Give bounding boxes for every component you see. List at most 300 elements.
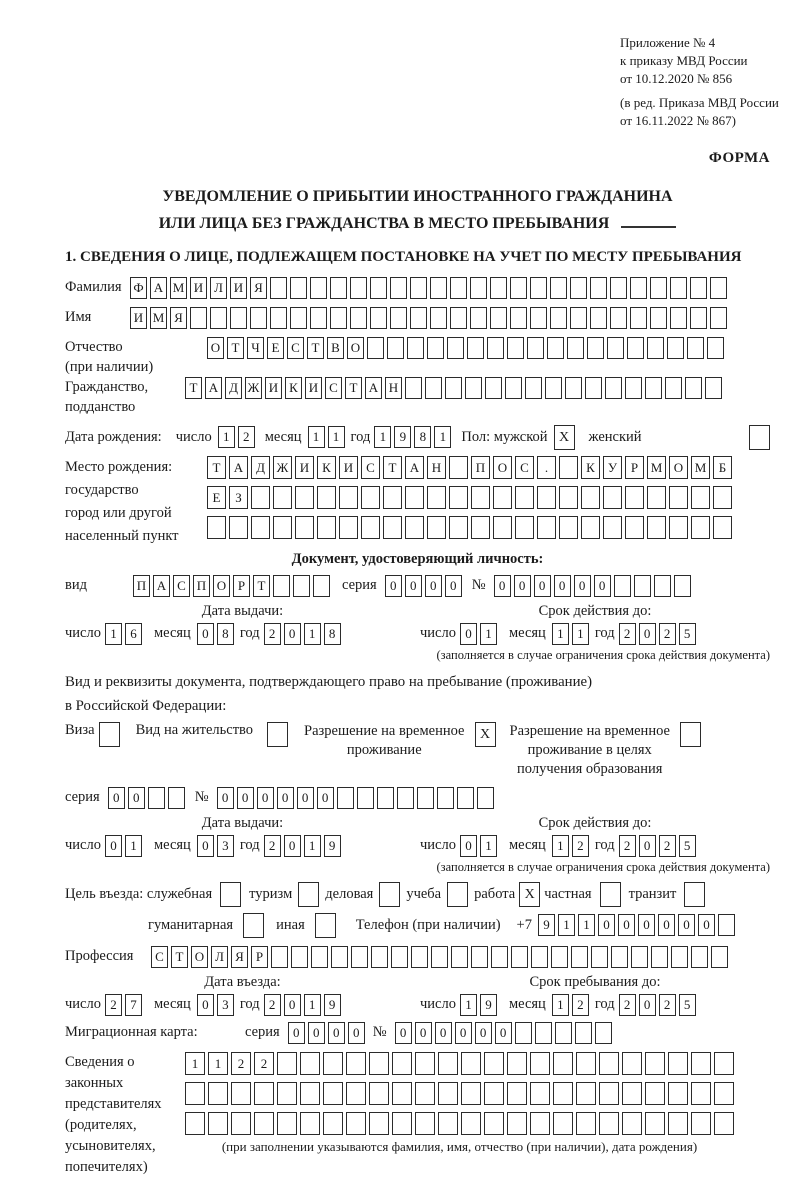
char-cell[interactable]: [397, 787, 414, 809]
char-cell[interactable]: [405, 377, 422, 399]
checkbox-temp-residence[interactable]: X: [475, 722, 496, 747]
char-cell[interactable]: [625, 516, 644, 539]
char-cell[interactable]: 0: [495, 1022, 512, 1044]
char-cell[interactable]: [254, 1082, 274, 1105]
char-cell[interactable]: [493, 516, 512, 539]
phone-cells[interactable]: [538, 914, 735, 936]
char-cell[interactable]: [231, 1082, 251, 1105]
char-cell[interactable]: [591, 946, 608, 968]
char-cell[interactable]: 1: [304, 994, 321, 1016]
char-cell[interactable]: 1: [552, 994, 569, 1016]
char-cell[interactable]: [250, 307, 267, 329]
char-cell[interactable]: [270, 277, 287, 299]
char-cell[interactable]: 0: [284, 994, 301, 1016]
char-cell[interactable]: [415, 1052, 435, 1075]
char-cell[interactable]: [367, 337, 384, 359]
char-cell[interactable]: [570, 277, 587, 299]
char-cell[interactable]: [634, 575, 651, 597]
char-cell[interactable]: [530, 1052, 550, 1075]
char-cell[interactable]: [208, 1082, 228, 1105]
char-cell[interactable]: [595, 1022, 612, 1044]
char-cell[interactable]: 0: [284, 835, 301, 857]
char-cell[interactable]: [350, 307, 367, 329]
char-cell[interactable]: 5: [679, 994, 696, 1016]
char-cell[interactable]: [392, 1052, 412, 1075]
char-cell[interactable]: Т: [307, 337, 324, 359]
char-cell[interactable]: [293, 575, 310, 597]
checkbox-visa[interactable]: [99, 722, 120, 747]
char-cell[interactable]: [668, 1052, 688, 1075]
char-cell[interactable]: [471, 486, 490, 509]
char-cell[interactable]: [470, 307, 487, 329]
char-cell[interactable]: Д: [251, 456, 270, 479]
char-cell[interactable]: [669, 486, 688, 509]
char-cell[interactable]: Р: [625, 456, 644, 479]
char-cell[interactable]: [553, 1082, 573, 1105]
char-cell[interactable]: [330, 307, 347, 329]
char-cell[interactable]: 1: [552, 835, 569, 857]
checkbox-purpose-other[interactable]: [315, 913, 336, 938]
char-cell[interactable]: [670, 307, 687, 329]
char-cell[interactable]: Т: [345, 377, 362, 399]
char-cell[interactable]: [490, 307, 507, 329]
char-cell[interactable]: К: [581, 456, 600, 479]
char-cell[interactable]: Р: [251, 946, 268, 968]
char-cell[interactable]: 2: [572, 835, 589, 857]
char-cell[interactable]: 1: [125, 835, 142, 857]
patronymic-cells[interactable]: [207, 337, 724, 359]
char-cell[interactable]: 0: [415, 1022, 432, 1044]
char-cell[interactable]: 3: [217, 994, 234, 1016]
char-cell[interactable]: [437, 787, 454, 809]
char-cell[interactable]: 5: [679, 835, 696, 857]
char-cell[interactable]: Б: [713, 456, 732, 479]
char-cell[interactable]: [587, 337, 604, 359]
char-cell[interactable]: Т: [185, 377, 202, 399]
char-cell[interactable]: [665, 377, 682, 399]
char-cell[interactable]: [438, 1052, 458, 1075]
char-cell[interactable]: [487, 337, 504, 359]
char-cell[interactable]: [647, 516, 666, 539]
stay-day-cells[interactable]: [460, 994, 497, 1016]
char-cell[interactable]: [310, 307, 327, 329]
char-cell[interactable]: [603, 486, 622, 509]
char-cell[interactable]: [575, 1022, 592, 1044]
char-cell[interactable]: Р: [233, 575, 250, 597]
char-cell[interactable]: [559, 456, 578, 479]
checkbox-purpose-transit[interactable]: [684, 882, 705, 907]
char-cell[interactable]: [207, 516, 226, 539]
char-cell[interactable]: [625, 377, 642, 399]
char-cell[interactable]: 0: [638, 914, 655, 936]
valid-day-cells[interactable]: [460, 623, 497, 645]
char-cell[interactable]: [668, 1082, 688, 1105]
char-cell[interactable]: [710, 277, 727, 299]
char-cell[interactable]: А: [405, 456, 424, 479]
char-cell[interactable]: 0: [197, 623, 214, 645]
char-cell[interactable]: 0: [514, 575, 531, 597]
char-cell[interactable]: 1: [480, 623, 497, 645]
char-cell[interactable]: [295, 516, 314, 539]
char-cell[interactable]: [611, 946, 628, 968]
char-cell[interactable]: Е: [207, 486, 226, 509]
char-cell[interactable]: 2: [264, 835, 281, 857]
char-cell[interactable]: [277, 1112, 297, 1135]
char-cell[interactable]: [705, 377, 722, 399]
char-cell[interactable]: [273, 516, 292, 539]
char-cell[interactable]: [323, 1082, 343, 1105]
char-cell[interactable]: 8: [324, 623, 341, 645]
char-cell[interactable]: [148, 787, 165, 809]
char-cell[interactable]: [425, 377, 442, 399]
char-cell[interactable]: С: [151, 946, 168, 968]
char-cell[interactable]: [555, 1022, 572, 1044]
char-cell[interactable]: [527, 337, 544, 359]
char-cell[interactable]: 5: [679, 623, 696, 645]
char-cell[interactable]: 0: [435, 1022, 452, 1044]
char-cell[interactable]: [387, 337, 404, 359]
char-cell[interactable]: [310, 277, 327, 299]
char-cell[interactable]: [415, 1082, 435, 1105]
char-cell[interactable]: [645, 377, 662, 399]
entry-month-cells[interactable]: [197, 994, 234, 1016]
surname-cells[interactable]: [130, 277, 727, 299]
char-cell[interactable]: [493, 486, 512, 509]
checkbox-purpose-humanitarian[interactable]: [243, 913, 264, 938]
char-cell[interactable]: Я: [170, 307, 187, 329]
char-cell[interactable]: [687, 337, 704, 359]
char-cell[interactable]: [300, 1052, 320, 1075]
char-cell[interactable]: [337, 787, 354, 809]
char-cell[interactable]: 2: [619, 835, 636, 857]
char-cell[interactable]: [599, 1112, 619, 1135]
char-cell[interactable]: [445, 377, 462, 399]
stay-month-cells[interactable]: [552, 994, 589, 1016]
char-cell[interactable]: [251, 516, 270, 539]
char-cell[interactable]: 1: [460, 994, 477, 1016]
char-cell[interactable]: [630, 277, 647, 299]
char-cell[interactable]: [427, 486, 446, 509]
char-cell[interactable]: [461, 1052, 481, 1075]
char-cell[interactable]: [277, 1052, 297, 1075]
char-cell[interactable]: [674, 575, 691, 597]
char-cell[interactable]: [510, 277, 527, 299]
char-cell[interactable]: [317, 486, 336, 509]
char-cell[interactable]: [535, 1022, 552, 1044]
char-cell[interactable]: 2: [619, 994, 636, 1016]
char-cell[interactable]: [449, 516, 468, 539]
char-cell[interactable]: [576, 1112, 596, 1135]
char-cell[interactable]: 1: [304, 623, 321, 645]
char-cell[interactable]: [350, 277, 367, 299]
issue-year-cells[interactable]: [264, 623, 341, 645]
residence-issue-year-cells[interactable]: [264, 835, 341, 857]
char-cell[interactable]: С: [325, 377, 342, 399]
checkbox-male[interactable]: X: [554, 425, 575, 450]
char-cell[interactable]: [599, 1052, 619, 1075]
char-cell[interactable]: [410, 277, 427, 299]
char-cell[interactable]: 3: [217, 835, 234, 857]
birth-place-row3-cells[interactable]: [207, 516, 732, 539]
char-cell[interactable]: Ф: [130, 277, 147, 299]
char-cell[interactable]: [300, 1082, 320, 1105]
char-cell[interactable]: М: [691, 456, 710, 479]
char-cell[interactable]: 0: [658, 914, 675, 936]
representatives-row2-cells[interactable]: [185, 1082, 734, 1105]
char-cell[interactable]: [415, 1112, 435, 1135]
char-cell[interactable]: [330, 277, 347, 299]
char-cell[interactable]: [685, 377, 702, 399]
char-cell[interactable]: [346, 1112, 366, 1135]
char-cell[interactable]: С: [287, 337, 304, 359]
char-cell[interactable]: [515, 516, 534, 539]
char-cell[interactable]: [271, 946, 288, 968]
char-cell[interactable]: [210, 307, 227, 329]
char-cell[interactable]: 0: [460, 623, 477, 645]
char-cell[interactable]: 1: [578, 914, 595, 936]
char-cell[interactable]: .: [537, 456, 556, 479]
char-cell[interactable]: Л: [211, 946, 228, 968]
char-cell[interactable]: 1: [308, 426, 325, 448]
char-cell[interactable]: [576, 1082, 596, 1105]
char-cell[interactable]: [537, 516, 556, 539]
char-cell[interactable]: [507, 1112, 527, 1135]
char-cell[interactable]: [390, 277, 407, 299]
char-cell[interactable]: П: [133, 575, 150, 597]
char-cell[interactable]: О: [669, 456, 688, 479]
char-cell[interactable]: Ч: [247, 337, 264, 359]
char-cell[interactable]: 9: [538, 914, 555, 936]
char-cell[interactable]: [525, 377, 542, 399]
char-cell[interactable]: [718, 914, 735, 936]
char-cell[interactable]: А: [205, 377, 222, 399]
char-cell[interactable]: [300, 1112, 320, 1135]
birth-day-cells[interactable]: [218, 426, 255, 448]
char-cell[interactable]: 1: [374, 426, 391, 448]
char-cell[interactable]: [511, 946, 528, 968]
char-cell[interactable]: [654, 575, 671, 597]
char-cell[interactable]: А: [229, 456, 248, 479]
char-cell[interactable]: И: [295, 456, 314, 479]
char-cell[interactable]: 7: [125, 994, 142, 1016]
char-cell[interactable]: [370, 277, 387, 299]
profession-cells[interactable]: [151, 946, 728, 968]
issue-month-cells[interactable]: [197, 623, 234, 645]
char-cell[interactable]: [537, 486, 556, 509]
char-cell[interactable]: 1: [328, 426, 345, 448]
char-cell[interactable]: 1: [105, 623, 122, 645]
char-cell[interactable]: [185, 1082, 205, 1105]
char-cell[interactable]: [273, 486, 292, 509]
char-cell[interactable]: Д: [225, 377, 242, 399]
char-cell[interactable]: [625, 486, 644, 509]
residence-series-cells[interactable]: [108, 787, 185, 809]
char-cell[interactable]: Н: [427, 456, 446, 479]
char-cell[interactable]: 0: [395, 1022, 412, 1044]
char-cell[interactable]: Л: [210, 277, 227, 299]
char-cell[interactable]: 1: [185, 1052, 205, 1075]
char-cell[interactable]: [470, 277, 487, 299]
citizenship-cells[interactable]: [185, 377, 722, 399]
char-cell[interactable]: 8: [414, 426, 431, 448]
char-cell[interactable]: 0: [405, 575, 422, 597]
char-cell[interactable]: [291, 946, 308, 968]
char-cell[interactable]: П: [193, 575, 210, 597]
char-cell[interactable]: [631, 946, 648, 968]
birth-place-row1-cells[interactable]: [207, 456, 732, 479]
char-cell[interactable]: [651, 946, 668, 968]
char-cell[interactable]: О: [347, 337, 364, 359]
char-cell[interactable]: [323, 1112, 343, 1135]
char-cell[interactable]: [614, 575, 631, 597]
char-cell[interactable]: [691, 1082, 711, 1105]
char-cell[interactable]: М: [647, 456, 666, 479]
char-cell[interactable]: 0: [317, 787, 334, 809]
char-cell[interactable]: [515, 486, 534, 509]
valid-month-cells[interactable]: [552, 623, 589, 645]
char-cell[interactable]: [510, 307, 527, 329]
char-cell[interactable]: 2: [105, 994, 122, 1016]
char-cell[interactable]: [427, 516, 446, 539]
char-cell[interactable]: [231, 1112, 251, 1135]
char-cell[interactable]: И: [130, 307, 147, 329]
residence-valid-year-cells[interactable]: [619, 835, 696, 857]
char-cell[interactable]: 8: [217, 623, 234, 645]
issue-day-cells[interactable]: [105, 623, 142, 645]
checkbox-purpose-study[interactable]: [447, 882, 468, 907]
char-cell[interactable]: [369, 1082, 389, 1105]
char-cell[interactable]: [590, 307, 607, 329]
char-cell[interactable]: 1: [434, 426, 451, 448]
char-cell[interactable]: [622, 1082, 642, 1105]
char-cell[interactable]: М: [170, 277, 187, 299]
char-cell[interactable]: [410, 307, 427, 329]
char-cell[interactable]: [530, 277, 547, 299]
char-cell[interactable]: [669, 516, 688, 539]
char-cell[interactable]: [507, 337, 524, 359]
char-cell[interactable]: 1: [572, 623, 589, 645]
char-cell[interactable]: [467, 337, 484, 359]
char-cell[interactable]: [565, 377, 582, 399]
char-cell[interactable]: [567, 337, 584, 359]
char-cell[interactable]: [690, 307, 707, 329]
char-cell[interactable]: [690, 277, 707, 299]
char-cell[interactable]: 0: [639, 994, 656, 1016]
char-cell[interactable]: [607, 337, 624, 359]
char-cell[interactable]: Я: [231, 946, 248, 968]
residence-issue-day-cells[interactable]: [105, 835, 142, 857]
char-cell[interactable]: [407, 337, 424, 359]
char-cell[interactable]: [691, 486, 710, 509]
char-cell[interactable]: 0: [574, 575, 591, 597]
char-cell[interactable]: [530, 1082, 550, 1105]
char-cell[interactable]: 6: [125, 623, 142, 645]
valid-year-cells[interactable]: [619, 623, 696, 645]
char-cell[interactable]: К: [285, 377, 302, 399]
char-cell[interactable]: [670, 277, 687, 299]
char-cell[interactable]: [650, 277, 667, 299]
char-cell[interactable]: [411, 946, 428, 968]
char-cell[interactable]: 0: [698, 914, 715, 936]
char-cell[interactable]: 2: [264, 623, 281, 645]
char-cell[interactable]: 0: [534, 575, 551, 597]
char-cell[interactable]: [465, 377, 482, 399]
char-cell[interactable]: Ж: [245, 377, 262, 399]
birth-year-cells[interactable]: [374, 426, 451, 448]
char-cell[interactable]: 0: [455, 1022, 472, 1044]
char-cell[interactable]: [383, 486, 402, 509]
char-cell[interactable]: 2: [264, 994, 281, 1016]
char-cell[interactable]: [369, 1052, 389, 1075]
char-cell[interactable]: О: [493, 456, 512, 479]
char-cell[interactable]: С: [361, 456, 380, 479]
char-cell[interactable]: А: [153, 575, 170, 597]
birth-place-row2-cells[interactable]: [207, 486, 732, 509]
char-cell[interactable]: [447, 337, 464, 359]
checkbox-purpose-private[interactable]: [600, 882, 621, 907]
char-cell[interactable]: 0: [128, 787, 145, 809]
char-cell[interactable]: [581, 486, 600, 509]
char-cell[interactable]: [530, 307, 547, 329]
char-cell[interactable]: [450, 277, 467, 299]
migration-number-cells[interactable]: [395, 1022, 612, 1044]
char-cell[interactable]: [570, 307, 587, 329]
char-cell[interactable]: [383, 516, 402, 539]
char-cell[interactable]: [430, 277, 447, 299]
char-cell[interactable]: [507, 1052, 527, 1075]
doc-type-cells[interactable]: [133, 575, 330, 597]
char-cell[interactable]: [691, 1112, 711, 1135]
char-cell[interactable]: 0: [217, 787, 234, 809]
char-cell[interactable]: В: [327, 337, 344, 359]
char-cell[interactable]: [311, 946, 328, 968]
char-cell[interactable]: Т: [171, 946, 188, 968]
char-cell[interactable]: [295, 486, 314, 509]
char-cell[interactable]: 0: [257, 787, 274, 809]
char-cell[interactable]: [714, 1082, 734, 1105]
char-cell[interactable]: 0: [494, 575, 511, 597]
char-cell[interactable]: [254, 1112, 274, 1135]
char-cell[interactable]: 0: [197, 994, 214, 1016]
char-cell[interactable]: 0: [197, 835, 214, 857]
char-cell[interactable]: [438, 1112, 458, 1135]
char-cell[interactable]: Ж: [273, 456, 292, 479]
char-cell[interactable]: [622, 1052, 642, 1075]
char-cell[interactable]: [691, 516, 710, 539]
char-cell[interactable]: [461, 1112, 481, 1135]
char-cell[interactable]: 1: [558, 914, 575, 936]
char-cell[interactable]: [431, 946, 448, 968]
char-cell[interactable]: 1: [218, 426, 235, 448]
char-cell[interactable]: [605, 377, 622, 399]
char-cell[interactable]: [713, 516, 732, 539]
char-cell[interactable]: [553, 1112, 573, 1135]
char-cell[interactable]: 2: [231, 1052, 251, 1075]
char-cell[interactable]: 0: [639, 623, 656, 645]
char-cell[interactable]: [553, 1052, 573, 1075]
char-cell[interactable]: [603, 516, 622, 539]
char-cell[interactable]: [547, 337, 564, 359]
char-cell[interactable]: 0: [598, 914, 615, 936]
char-cell[interactable]: 0: [284, 623, 301, 645]
char-cell[interactable]: [317, 516, 336, 539]
char-cell[interactable]: [713, 486, 732, 509]
char-cell[interactable]: [190, 307, 207, 329]
char-cell[interactable]: [229, 516, 248, 539]
char-cell[interactable]: 0: [618, 914, 635, 936]
char-cell[interactable]: 0: [639, 835, 656, 857]
char-cell[interactable]: 0: [445, 575, 462, 597]
